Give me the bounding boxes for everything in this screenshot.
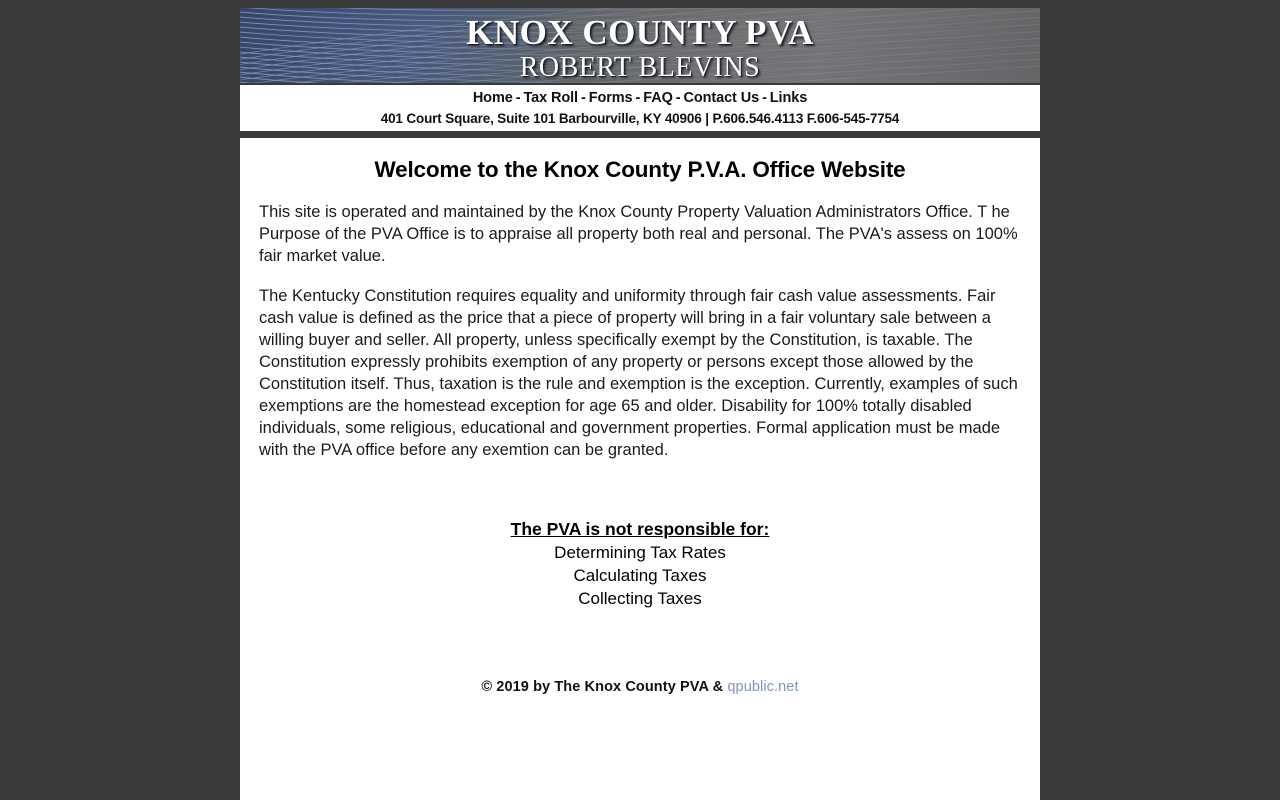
nav-separator: - [675, 90, 681, 106]
nav-separator: - [580, 90, 586, 106]
footer-qpublic-link[interactable]: qpublic.net [727, 679, 799, 695]
banner-title: KNOX COUNTY PVA [466, 13, 814, 52]
intro-paragraph: This site is operated and maintained by the Knox County Property Valuation Administrators Office. T he Purpose of the PVA Office is to appraise all property both real and personal. The PVA's assess on 100% fair market value. [259, 203, 1018, 265]
nav-separator: - [762, 90, 767, 106]
nav-separator: - [515, 90, 521, 106]
not-responsible-item: Determining Tax Rates [554, 543, 726, 562]
nav-links-row [240, 85, 1040, 109]
not-responsible-item: Calculating Taxes [573, 566, 707, 585]
page-title: Welcome to the Knox County P.V.A. Office Website [374, 157, 906, 182]
nav-separator: - [635, 90, 641, 106]
footer-copyright: © 2019 by The Knox County PVA [481, 679, 709, 695]
constitution-paragraph: The Kentucky Constitution requires equality and uniformity through fair cash value assessments. Fair cash value is defined as the price that a piece of property will bring in a fair voluntary sale between a willing buyer and seller. All property, unless specifically exempt by the Constitution, is taxable. The Constitution expressly prohibits exemption of any property or persons except those allowed by the Constitution itself. Thus, taxation is the rule and exemption is the exception. Currently, examples of such exemptions are the homestead exception for age 65 and older. Disability for 100% totally disabled individuals, some religious, educational and government properties. Formal application must be made with the PVA office before any exemtion can be granted. [259, 287, 1018, 459]
footer-separator: & [712, 679, 724, 695]
banner-titles [240, 8, 1040, 83]
not-responsible-section [259, 518, 1021, 610]
nav-item-forms[interactable]: Forms [588, 90, 633, 106]
site-navigation [240, 85, 1040, 131]
nav-item-home[interactable]: Home [472, 90, 513, 106]
nav-bottom-divider [240, 131, 1040, 138]
office-address-line: 401 Court Square, Suite 101 Barbourville, KY 40906 | P.606.546.4113 F.606-545-7754 [380, 111, 900, 126]
site-footer [259, 679, 1021, 695]
nav-item-tax-roll[interactable]: Tax Roll [523, 90, 578, 106]
nav-item-links[interactable]: Links [769, 90, 808, 106]
not-responsible-heading: The PVA is not responsible for: [510, 519, 770, 539]
nav-item-contact-us[interactable]: Contact Us [683, 90, 760, 106]
main-content [240, 138, 1040, 800]
nav-item-faq[interactable]: FAQ [643, 90, 673, 106]
banner-subtitle: ROBERT BLEVINS [519, 52, 761, 83]
site-banner [240, 8, 1040, 83]
not-responsible-item: Collecting Taxes [578, 589, 702, 608]
